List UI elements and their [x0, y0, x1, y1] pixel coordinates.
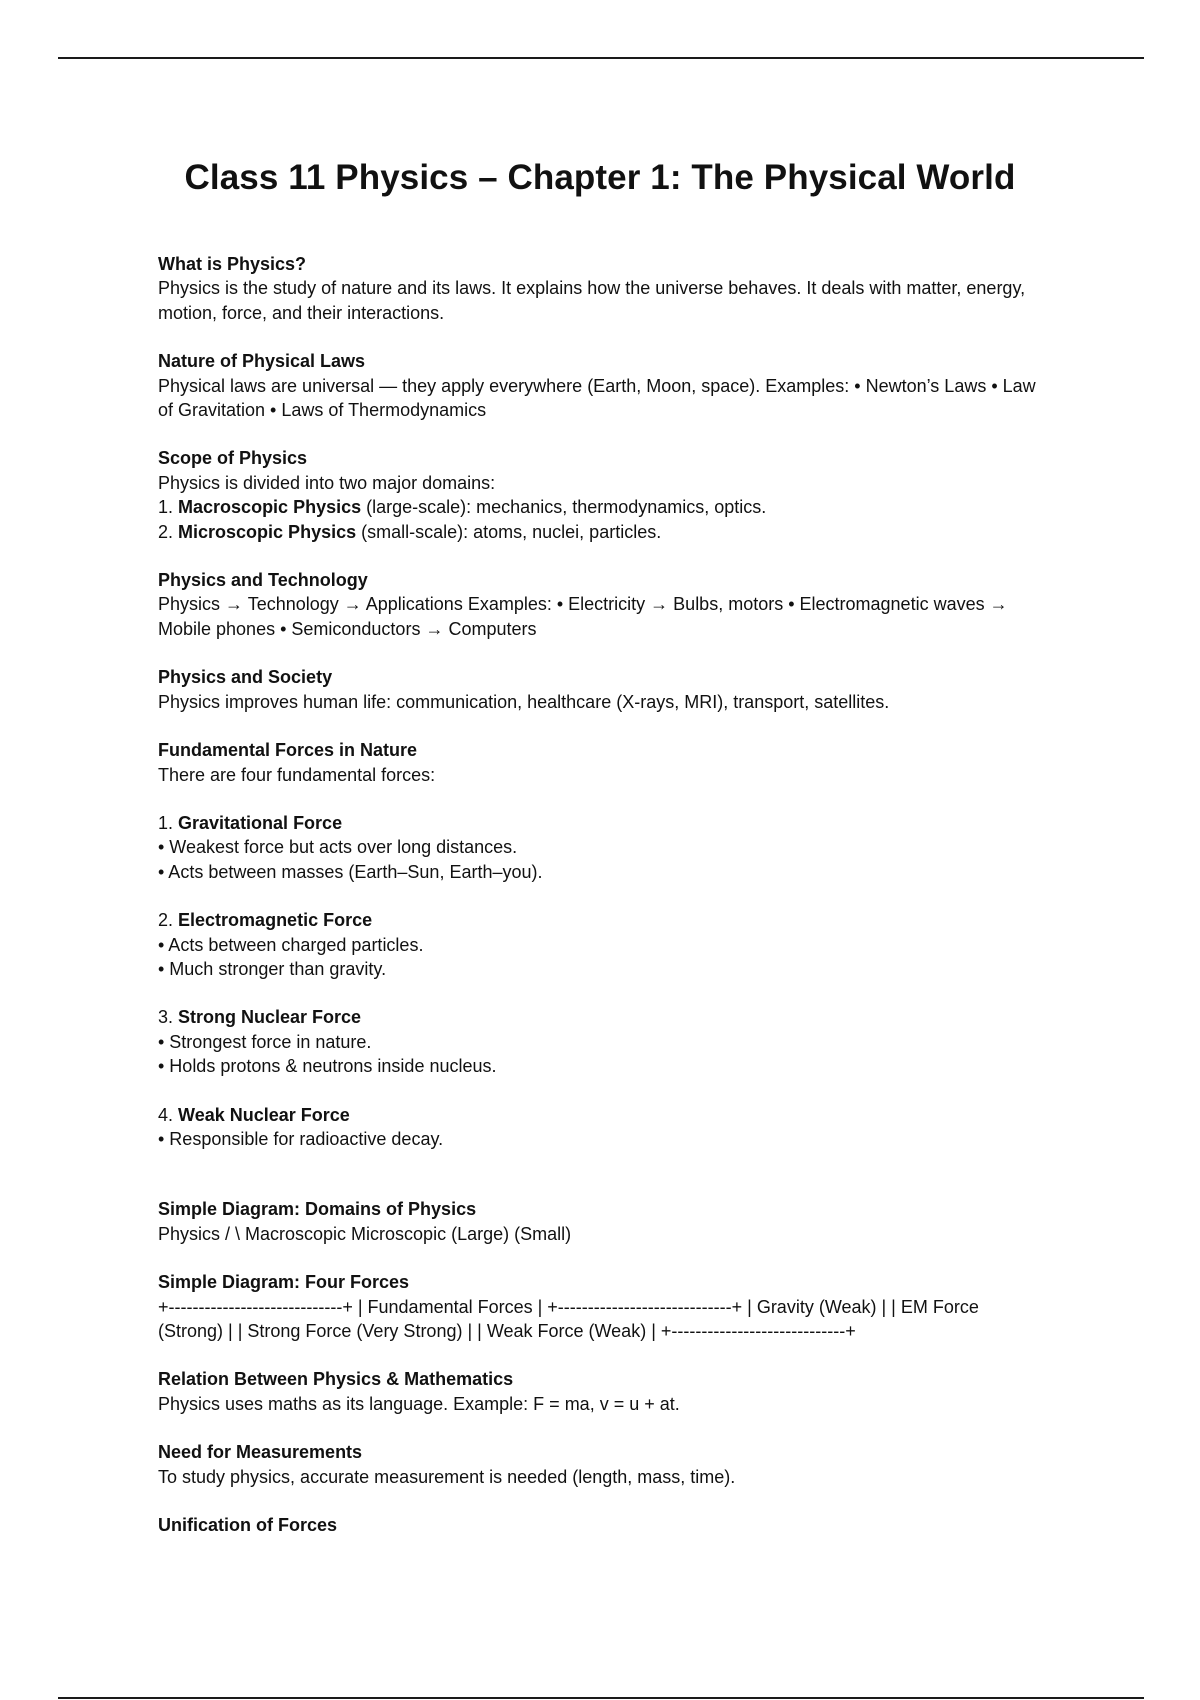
section-text: +-----------------------------+ | Fundamental Forces | +-----------------------------+ | Gravity (Weak) | | EM Force (Strong) | | Strong Force (Very Strong) | | Weak Force (Weak) | +-----------------------------+ — [158, 1296, 979, 1341]
section-text: Physics improves human life: communication, healthcare (X-rays, MRI), transport, satellites. — [158, 691, 890, 712]
item-term: Macroscopic Physics — [178, 497, 362, 518]
force-name: Gravitational Force — [178, 812, 343, 833]
section-text: Physical laws are universal — they apply everywhere (Earth, Moon, space). Examples: • Newton’s Laws • Law of Gravitation • Laws of Thermodynamics — [158, 375, 1036, 421]
force-bullet: • Strongest force in nature. — [158, 1031, 372, 1052]
force-bullet: • Holds protons & neutrons inside nucleus. — [158, 1056, 497, 1077]
section-society — [158, 665, 1048, 714]
bottom-rule — [58, 1697, 1144, 1699]
section-diagram-domains — [158, 1197, 1048, 1246]
force-name: Weak Nuclear Force — [178, 1104, 350, 1125]
item-number: 1. — [158, 497, 174, 518]
section-heading: What is Physics? — [158, 254, 307, 274]
force-number: 4. — [158, 1104, 174, 1125]
section-technology — [158, 568, 1048, 641]
force-title — [158, 1103, 1048, 1127]
force-bullet: • Weakest force but acts over long distances. — [158, 837, 518, 858]
force-number: 2. — [158, 910, 174, 931]
top-rule — [58, 57, 1144, 59]
force-name: Electromagnetic Force — [178, 910, 373, 931]
force-number: 1. — [158, 812, 174, 833]
force-bullet: • Acts between charged particles. — [158, 934, 424, 955]
section-heading: Physics and Technology — [158, 570, 368, 591]
item-description: (large-scale): mechanics, thermodynamics, optics. — [366, 497, 767, 518]
section-heading: Relation Between Physics & Mathematics — [158, 1369, 514, 1390]
document-body — [158, 252, 1048, 1561]
force-bullet: • Much stronger than gravity. — [158, 958, 387, 979]
scope-item-microscopic — [158, 520, 1048, 544]
section-heading: Simple Diagram: Domains of Physics — [158, 1199, 477, 1220]
force-name: Strong Nuclear Force — [178, 1007, 362, 1028]
force-electromagnetic — [158, 908, 1048, 981]
section-heading: Fundamental Forces in Nature — [158, 740, 418, 761]
section-heading: Scope of Physics — [158, 448, 308, 469]
section-heading: Physics and Society — [158, 667, 333, 688]
scope-item-macroscopic — [158, 495, 1048, 519]
section-fundamental-forces — [158, 738, 1048, 787]
section-what-is-physics — [158, 252, 1048, 325]
force-weak-nuclear — [158, 1103, 1048, 1152]
section-unification — [158, 1513, 1048, 1537]
section-heading: Nature of Physical Laws — [158, 351, 366, 372]
force-title — [158, 908, 1048, 932]
force-number: 3. — [158, 1007, 174, 1028]
section-text: To study physics, accurate measurement is needed (length, mass, time). — [158, 1466, 736, 1487]
section-text: Physics uses maths as its language. Example: F = ma, v = u + at. — [158, 1393, 680, 1414]
forces-intro: There are four fundamental forces: — [158, 764, 436, 785]
force-gravitational — [158, 811, 1048, 884]
section-heading: Simple Diagram: Four Forces — [158, 1272, 410, 1293]
section-text: Physics is the study of nature and its laws. It explains how the universe behaves. It deals with matter, energy, motion, force, and their interactions. — [158, 278, 1026, 323]
scope-intro: Physics is divided into two major domains: — [158, 472, 496, 493]
item-term: Microscopic Physics — [178, 521, 357, 542]
force-strong-nuclear — [158, 1005, 1048, 1078]
page-title: Class 11 Physics – Chapter 1: The Physical World — [184, 158, 1016, 197]
section-physics-mathematics — [158, 1367, 1048, 1416]
section-measurements — [158, 1440, 1048, 1489]
force-title — [158, 1005, 1048, 1029]
item-number: 2. — [158, 521, 174, 542]
force-bullet: • Responsible for radioactive decay. — [158, 1128, 444, 1149]
section-nature-of-laws — [158, 349, 1048, 422]
force-title — [158, 811, 1048, 835]
item-description: (small-scale): atoms, nuclei, particles. — [361, 521, 662, 542]
force-bullet: • Acts between masses (Earth–Sun, Earth–you). — [158, 861, 543, 882]
section-scope — [158, 446, 1048, 544]
section-heading: Unification of Forces — [158, 1515, 338, 1536]
section-text: Physics / \ Macroscopic Microscopic (Large) (Small) — [158, 1223, 572, 1244]
section-heading: Need for Measurements — [158, 1442, 363, 1463]
section-text: Physics → Technology → Applications Examples: • Electricity → Bulbs, motors • Electromagnetic waves → Mobile phones • Semiconductors → Computers — [158, 594, 1008, 639]
section-diagram-forces — [158, 1270, 1048, 1343]
